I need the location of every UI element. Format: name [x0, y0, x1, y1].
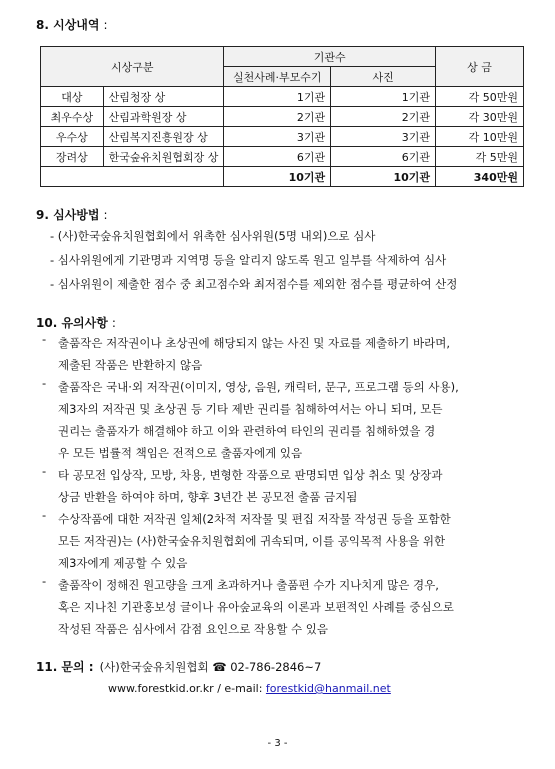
section-10-list [38, 332, 523, 640]
note-line: 작성된 작품은 심사에서 감점 요인으로 작용할 수 있음 [58, 622, 328, 636]
table-total-row [41, 167, 524, 187]
cell-grade: 우수상 [41, 127, 104, 147]
note-item [38, 574, 523, 640]
table-row [41, 147, 524, 167]
note-line: 제3자의 저작권 및 초상권 등 기타 제반 권리를 침해하여서는 아니 되며, 모든 [58, 402, 443, 416]
note-dash: - [42, 508, 47, 522]
section-10-colon: : [111, 316, 116, 330]
cell-cases: 6기관 [224, 147, 331, 167]
note-item [38, 464, 523, 508]
cell-total-prize: 340만원 [436, 167, 524, 187]
cell-total-photo: 10기관 [331, 167, 436, 187]
note-line: 타 공모전 입상작, 모방, 차용, 변형한 작품으로 판명되면 입상 취소 및 상장과 [58, 468, 443, 482]
section-10-title [36, 314, 116, 331]
cell-award: 한국숲유치원협회장 상 [103, 147, 224, 167]
table-row [41, 127, 524, 147]
note-line: 제출된 작품은 반환하지 않음 [58, 358, 203, 372]
cell-prize: 각 50만원 [436, 87, 524, 107]
cell-cases: 2기관 [224, 107, 331, 127]
section-9-heading: 심사방법 [53, 208, 100, 222]
section-9-list [50, 224, 457, 296]
section-8-heading: 시상내역 [53, 18, 100, 32]
cell-photo: 3기관 [331, 127, 436, 147]
cell-cases: 1기관 [224, 87, 331, 107]
cell-award: 산림복지진흥원장 상 [103, 127, 224, 147]
section-8-title [36, 16, 108, 33]
note-item [38, 508, 523, 574]
table-header-row [41, 47, 524, 67]
cell-photo: 6기관 [331, 147, 436, 167]
note-line: 혹은 지나친 기관홍보성 글이나 유아숲교육의 이론과 보편적인 사례를 중심으로 [58, 600, 454, 614]
list-item: - 심사위원이 제출한 점수 중 최고점수와 최저점수를 제외한 점수를 평균하여 산정 [50, 277, 458, 291]
header-prize: 상 금 [436, 47, 524, 87]
section-11-contact [36, 658, 321, 675]
note-line: 제3자에게 제공할 수 있음 [58, 556, 188, 570]
note-line: 권리는 출품자가 해결해야 하고 이와 관련하여 타인의 권리를 침해하였을 경 [58, 424, 436, 438]
note-dash: - [42, 574, 47, 588]
award-table [40, 46, 524, 187]
note-dash: - [42, 464, 47, 478]
note-line: 출품작은 저작권이나 초상권에 해당되지 않는 사진 및 자료를 제출하기 바라며, [58, 336, 451, 350]
cell-photo: 2기관 [331, 107, 436, 127]
cell-prize: 각 10만원 [436, 127, 524, 147]
note-dash: - [42, 332, 47, 346]
cell-total-cases: 10기관 [224, 167, 331, 187]
header-count: 기관수 [224, 47, 436, 67]
cell-grade: 장려상 [41, 147, 104, 167]
section-9-colon: : [103, 208, 108, 222]
contact-web [108, 682, 391, 695]
website-text: www.forestkid.or.kr / e-mail: [108, 682, 266, 695]
page-number: - 3 - [267, 738, 288, 749]
section-8-colon: : [103, 18, 108, 32]
section-10-number: 10. [36, 316, 58, 330]
contact-info: (사)한국숲유치원협회 ☎ 02-786-2846~7 [99, 660, 322, 674]
note-item [38, 376, 523, 464]
cell-photo: 1기관 [331, 87, 436, 107]
table-row [41, 87, 524, 107]
list-item: - (사)한국숲유치원협회에서 위촉한 심사위원(5명 내외)으로 심사 [50, 229, 376, 243]
list-item: - 심사위원에게 기관명과 지역명 등을 알리지 않도록 원고 일부를 삭제하여 심사 [50, 253, 447, 267]
section-10-heading: 유의사항 [61, 316, 108, 330]
note-line: 상금 반환을 하여야 하며, 향후 3년간 본 공모전 출품 금지됨 [58, 490, 358, 504]
header-photo: 사진 [331, 67, 436, 87]
cell-award: 산림과학원장 상 [103, 107, 224, 127]
header-category: 시상구분 [41, 47, 224, 87]
table-row [41, 107, 524, 127]
cell-grade: 최우수상 [41, 107, 104, 127]
note-line: 출품작이 정해진 원고량을 크게 초과하거나 출품편 수가 지나치게 많은 경우, [58, 578, 439, 592]
note-line: 출품작은 국내·외 저작권(이미지, 영상, 음원, 캐릭터, 문구, 프로그램 등의 사용), [58, 380, 459, 394]
email-link[interactable]: forestkid@hanmail.net [265, 682, 391, 695]
cell-cases: 3기관 [224, 127, 331, 147]
header-cases: 실천사례·부모수기 [224, 67, 331, 87]
section-8-number: 8. [36, 18, 49, 32]
section-9-title [36, 206, 108, 223]
note-item [38, 332, 523, 376]
section-11-heading: 11. 문의 : [36, 660, 94, 674]
note-line: 수상작품에 대한 저작권 일체(2차적 저작물 및 편집 저작물 작성권 등을 포함한 [58, 512, 451, 526]
note-dash: - [42, 376, 47, 390]
note-line: 모든 저작권)는 (사)한국숲유치원협회에 귀속되며, 이를 공익목적 사용을 위한 [58, 534, 446, 548]
cell-prize: 각 5만원 [436, 147, 524, 167]
cell-prize: 각 30만원 [436, 107, 524, 127]
cell-total-blank [41, 167, 224, 187]
cell-award: 산림청장 상 [103, 87, 224, 107]
section-9-number: 9. [36, 208, 49, 222]
cell-grade: 대상 [41, 87, 104, 107]
note-line: 우 모든 법률적 책임은 전적으로 출품자에게 있음 [58, 446, 303, 460]
